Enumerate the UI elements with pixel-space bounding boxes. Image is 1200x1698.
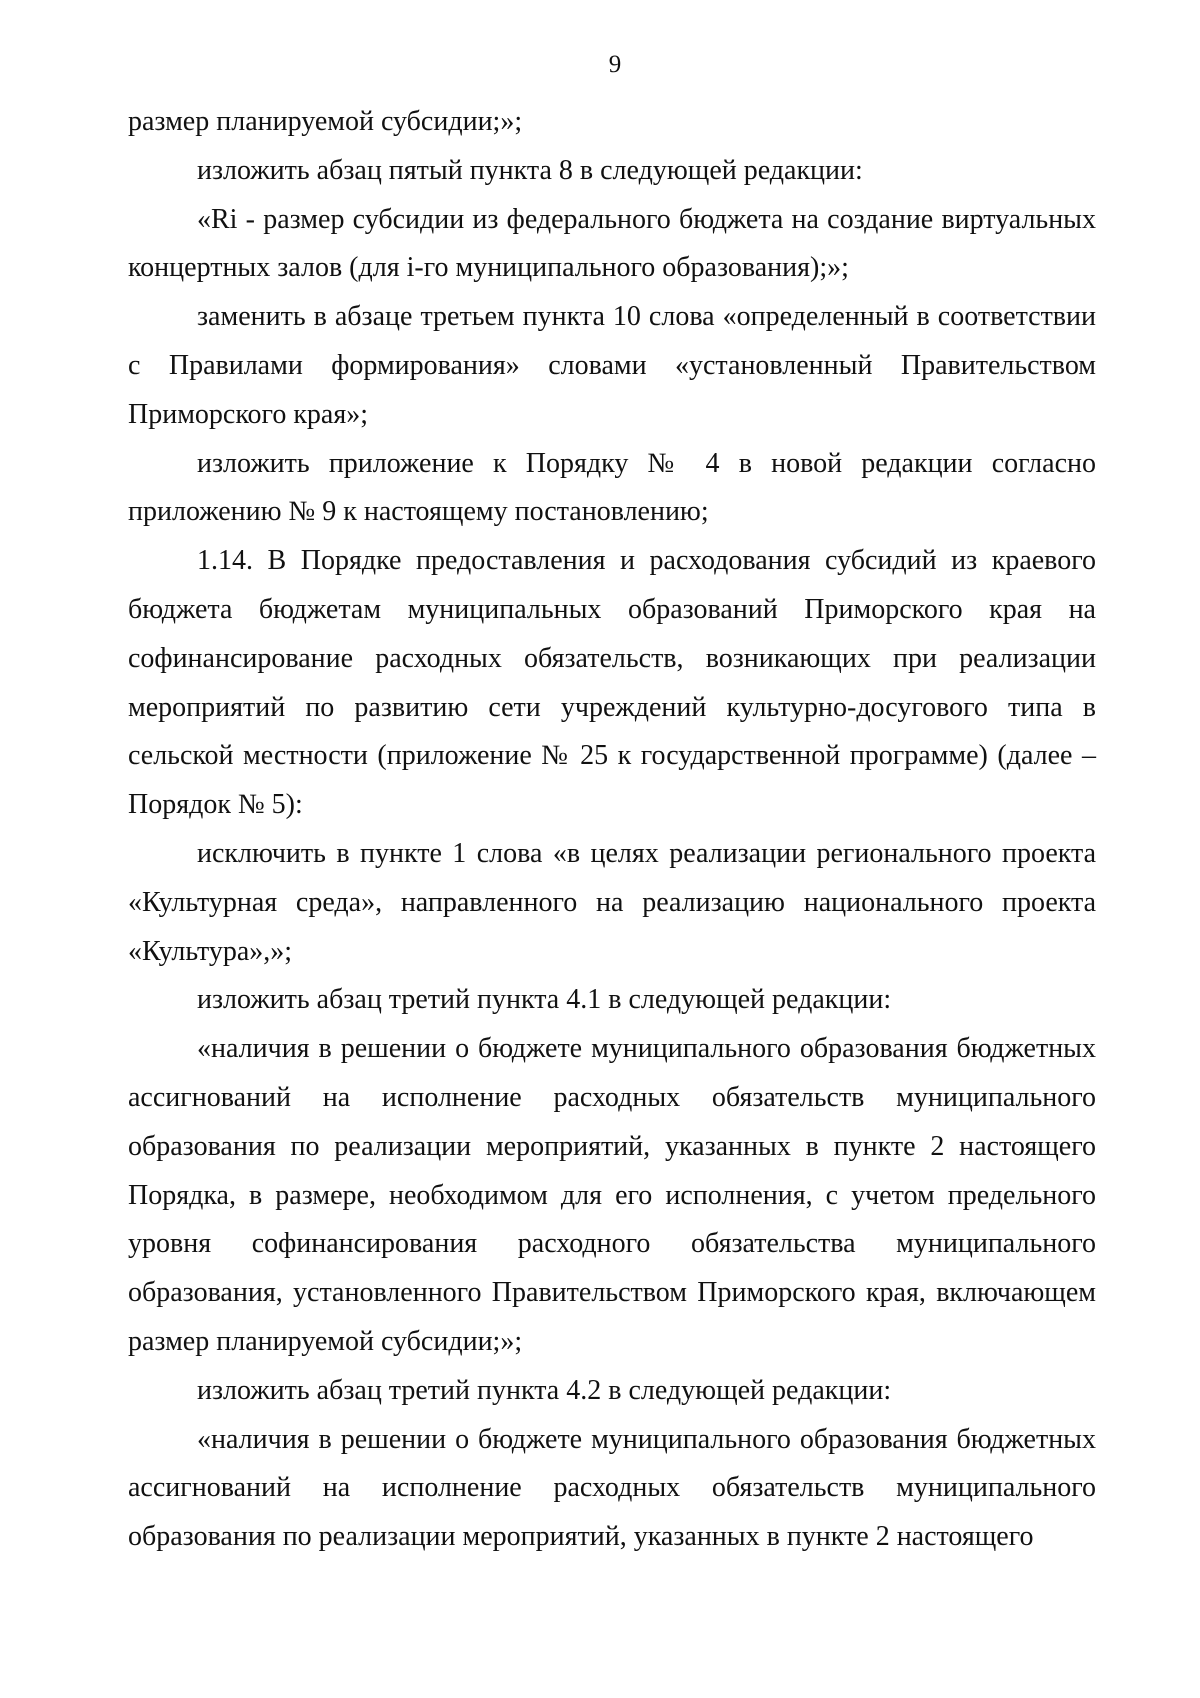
paragraph: изложить абзац пятый пункта 8 в следующей редакции: [197,154,863,186]
paragraph: исключить в пункте 1 слова «в целях реализации регионального проекта «Культурная среда», направленного на реализацию национального проекта «Культура»,»; [128,837,1096,967]
paragraph: изложить приложение к Порядку № 4 в новой редакции согласно приложению № 9 к настоящему постановлению; [128,447,1096,528]
paragraph: изложить абзац третий пункта 4.1 в следующей редакции: [197,984,892,1016]
document-body [128,98,1096,1562]
paragraph-section-1-14: 1.14. В Порядке предоставления и расходования субсидий из краевого бюджета бюджетам муниципальных образований Приморского края на софинансирование расходных обязательств, возникающих при реализации мероприятий по развитию сети учреждений культурно-досугового типа в сельской местности (приложение № 25 к государственной программе) (далее – Порядок № 5): [128,545,1096,821]
paragraph-continuation: размер планируемой субсидии;»; [128,106,523,137]
paragraph: «наличия в решении о бюджете муниципального образования бюджетных ассигнований на исполнение расходных обязательств муниципального образования по реализации мероприятий, указанных в пункте 2 настоящего Порядка, в размере, необходимом для его исполнения, с учетом предельного уровня софинансирования расходного обязательства муниципального образования, установленного Правительством Приморского края, включающем размер планируемой субсидии;»; [128,1033,1096,1357]
paragraph: «наличия в решении о бюджете муниципального образования бюджетных ассигнований на исполнение расходных обязательств муниципального образования по реализации мероприятий, указанных в пункте 2 настоящего [128,1423,1096,1553]
paragraph: «Ri - размер субсидии из федерального бюджета на создание виртуальных концертных залов (для i-го муниципального образования);»; [128,203,1096,284]
paragraph: заменить в абзаце третьем пункта 10 слова «определенный в соответствии с Правилами формирования» словами «установленный Правительством Приморского края»; [128,301,1096,430]
page-number: 9 [608,51,622,78]
paragraph: изложить абзац третий пункта 4.2 в следующей редакции: [197,1374,892,1406]
